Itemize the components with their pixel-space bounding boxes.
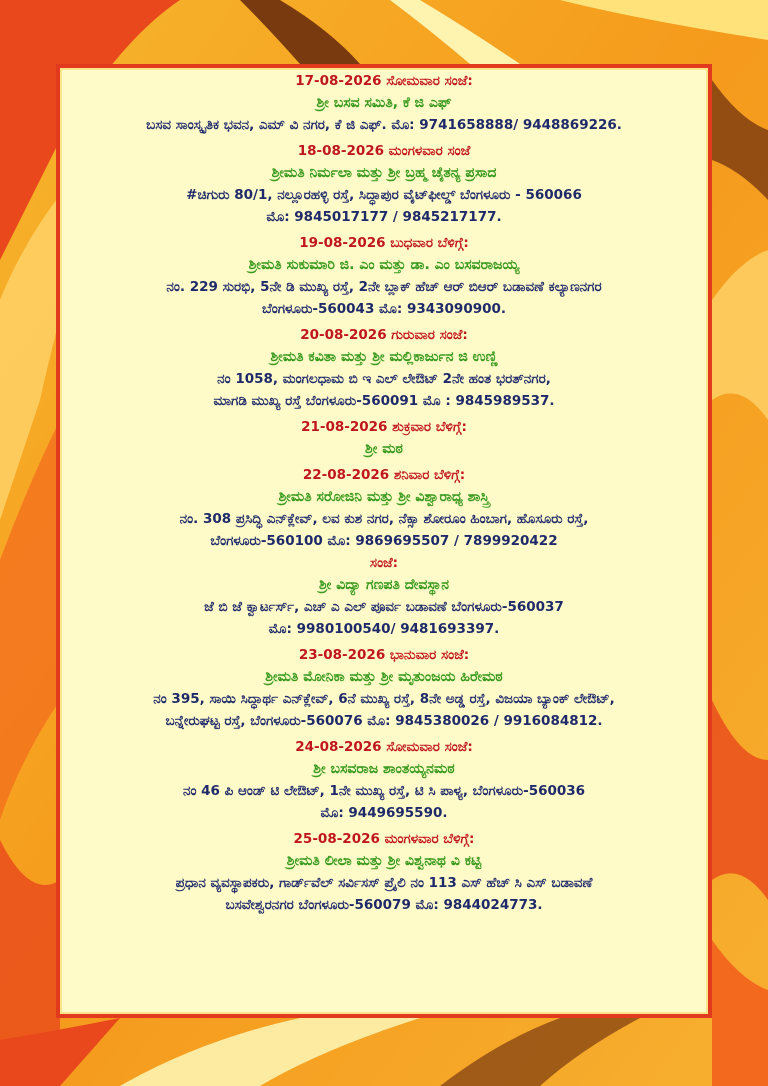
entry-sub-time: ಸಂಜೆ: xyxy=(369,555,399,571)
entry-date: 18-08-2026 ಮಂಗಳವಾರ ಸಂಜೆ xyxy=(297,143,471,159)
entry-address-line: ಬನ್ನೇರುಘಟ್ಟ ರಸ್ತೆ, ಬೆಂಗಳೂರು-560076 ಮೊ: 9845380026 / 9916084812. xyxy=(165,713,603,729)
entry-date: 21-08-2026 ಶುಕ್ರವಾರ ಬೆಳಿಗ್ಗೆ: xyxy=(301,419,467,435)
schedule-entry xyxy=(60,736,708,824)
entry-address-line: ನಂ 395, ಸಾಯಿ ಸಿದ್ಧಾರ್ಥ ಎನ್‌ಕ್ಲೇವ್, 6ನೆ ಮುಖ್ಯ ರಸ್ತೆ, 8ನೇ ಅಡ್ಡ ರಸ್ತೆ, ವಿಜಯಾ ಬ್ಯಾಂಕ್ ಲೇಔಟ್, xyxy=(153,691,615,707)
entry-host-name: ಶ್ರೀ ಬಸವರಾಜ ಶಾಂತಯ್ಯನಮಠ xyxy=(313,761,455,777)
entry-host-name: ಶ್ರೀಮತಿ ಕವಿತಾ ಮತ್ತು ಶ್ರೀ ಮಲ್ಲಿಕಾರ್ಜುನ ಜಿ ಉಣ್ಣಿ xyxy=(270,349,498,365)
entry-date: 25-08-2026 ಮಂಗಳವಾರ ಬೆಳಿಗ್ಗೆ: xyxy=(293,831,475,847)
entry-date: 17-08-2026 ಸೋಮವಾರ ಸಂಜೆ: xyxy=(295,73,473,89)
schedule-entry xyxy=(60,232,708,320)
entry-sub-address-line: ಮೊ: 9980100540/ 9481693397. xyxy=(268,621,500,637)
entry-address-line: #ಚಿಗುರು 80/1, ನಲ್ಲೂರಹಳ್ಳಿ ರಸ್ತೆ, ಸಿದ್ಧಾಪುರ ವೈಟ್‌ಫೀಲ್ಡ್ ಬೆಂಗಳೂರು - 560066 xyxy=(186,187,582,203)
schedule-entry xyxy=(60,416,708,460)
schedule-entry xyxy=(60,828,708,916)
entry-host-name: ಶ್ರೀಮತಿ ನಿರ್ಮಲಾ ಮತ್ತು ಶ್ರೀ ಬ್ರಹ್ಮ ಚೈತನ್ಯ ಪ್ರಸಾದ xyxy=(271,165,497,181)
schedule-entry xyxy=(60,644,708,732)
entry-date: 19-08-2026 ಬುಧವಾರ ಬೆಳಿಗ್ಗೆ: xyxy=(299,235,469,251)
entry-address-line: ಮಾಗಡಿ ಮುಖ್ಯ ರಸ್ತೆ ಬೆಂಗಳೂರು-560091 ಮೊ : 9845989537. xyxy=(213,393,555,409)
entry-date: 20-08-2026 ಗುರುವಾರ ಸಂಜೆ: xyxy=(300,327,468,343)
entry-date: 24-08-2026 ಸೋಮವಾರ ಸಂಜೆ: xyxy=(295,739,473,755)
entry-host-name: ಶ್ರೀಮತಿ ಸುಕುಮಾರಿ ಜಿ. ಎಂ ಮತ್ತು ಡಾ. ಎಂ ಬಸವರಾಜಯ್ಯ xyxy=(248,257,520,273)
entry-address-line: ನಂ. 308 ಪ್ರಸಿದ್ಧಿ ಎನ್‌ಕ್ಲೇವ್, ಲವ ಕುಶ ನಗರ, ನೆಕ್ಸಾ ಶೋರೂಂ ಹಿಂಬಾಗ, ಹೊಸೂರು ರಸ್ತೆ, xyxy=(179,511,589,527)
entry-address-line: ಬೆಂಗಳೂರು-560100 ಮೊ: 9869695507 / 7899920422 xyxy=(210,533,558,549)
schedule-entry xyxy=(60,70,708,136)
schedule-entry xyxy=(60,140,708,228)
entry-address-line: ಬೆಂಗಳೂರು-560043 ಮೊ: 9343090900. xyxy=(261,301,507,317)
entry-date: 23-08-2026 ಭಾನುವಾರ ಸಂಜೆ: xyxy=(298,647,470,663)
entry-address-line: ಪ್ರಧಾನ ವ್ಯವಸ್ಥಾಪಕರು, ಗಾರ್ಡ್‌ವೆಲ್ ಸರ್ವಿಸಸ್ ಪ್ರೈಲಿ ನಂ 113 ಎಸ್ ಹೆಚ್ ಸಿ ಎಸ್ ಬಡಾವಣೆ xyxy=(175,875,593,891)
entry-address-line: ನಂ 1058, ಮಂಗಲಧಾಮ ಬಿ ಇ ಎಲ್ ಲೇಔಟ್ 2ನೇ ಹಂತ ಭರತ್‌ನಗರ, xyxy=(217,371,551,387)
entry-date: 22-08-2026 ಶನಿವಾರ ಬೆಳಿಗ್ಗೆ: xyxy=(302,467,466,483)
entry-address-line: ನಂ. 229 ಸುರಭಿ, 5ನೇ ಡಿ ಮುಖ್ಯ ರಸ್ತೆ, 2ನೇ ಬ್ಲಾಕ್ ಹೆಚ್ ಆರ್ ಬಿಆರ್ ಬಡಾವಣೆ ಕಲ್ಯಾಣನಗರ xyxy=(166,279,602,295)
entry-address-line: ಮೊ: 9449695590. xyxy=(320,805,448,821)
entry-host-name: ಶ್ರೀಮತಿ ಲೀಲಾ ಮತ್ತು ಶ್ರೀ ವಿಶ್ವನಾಥ ವಿ ಕಟ್ಟಿ xyxy=(286,853,482,869)
entry-host-name: ಶ್ರೀ ಬಸವ ಸಮಿತಿ, ಕೆ ಜಿ ಎಫ್ xyxy=(316,95,452,111)
entry-sub-host-name: ಶ್ರೀ ವಿದ್ಯಾ ಗಣಪತಿ ದೇವಸ್ಥಾನ xyxy=(319,577,449,593)
entry-sub-address-line: ಜೆ ಬಿ ಜೆ ಕ್ವಾರ್ಟರ್ಸ್, ಎಚ್ ಎ ಎಲ್ ಪೂರ್ವ ಬಡಾವಣೆ ಬೆಂಗಳೂರು-560037 xyxy=(204,599,564,615)
entry-address-line: ಬಸವ ಸಾಂಸ್ಕೃತಿಕ ಭವನ, ಎಮ್ ವಿ ನಗರ, ಕೆ ಜಿ ಎಫ್. ಮೊ: 9741658888/ 9448869226. xyxy=(146,117,622,133)
entry-host-name: ಶ್ರೀ ಮಠ xyxy=(365,441,403,457)
entry-host-name: ಶ್ರೀಮತಿ ಮೋನಿಕಾ ಮತ್ತು ಶ್ರೀ ಮೃತುಂಜಯ ಹಿರೇಮಠ xyxy=(265,669,503,685)
schedule-list xyxy=(60,70,708,916)
entry-address-line: ಬಸವೇಶ್ವರನಗರ ಬೆಂಗಳೂರು-560079 ಮೊ: 9844024773. xyxy=(225,897,543,913)
entry-address-line: ನಂ 46 ಪಿ ಆಂಡ್ ಟಿ ಲೇಔಟ್, 1ನೇ ಮುಖ್ಯ ರಸ್ತೆ, ಟಿ ಸಿ ಪಾಳ್ಯ, ಬೆಂಗಳೂರು-560036 xyxy=(182,783,586,799)
schedule-entry xyxy=(60,324,708,412)
schedule-entry xyxy=(60,464,708,640)
entry-host-name: ಶ್ರೀಮತಿ ಸರೋಜಿನಿ ಮತ್ತು ಶ್ರೀ ವಿಶ್ವಾರಾಧ್ಯ ಶಾಸ್ತ್ರಿ xyxy=(278,489,490,505)
entry-address-line: ಮೊ: 9845017177 / 9845217177. xyxy=(266,209,502,225)
